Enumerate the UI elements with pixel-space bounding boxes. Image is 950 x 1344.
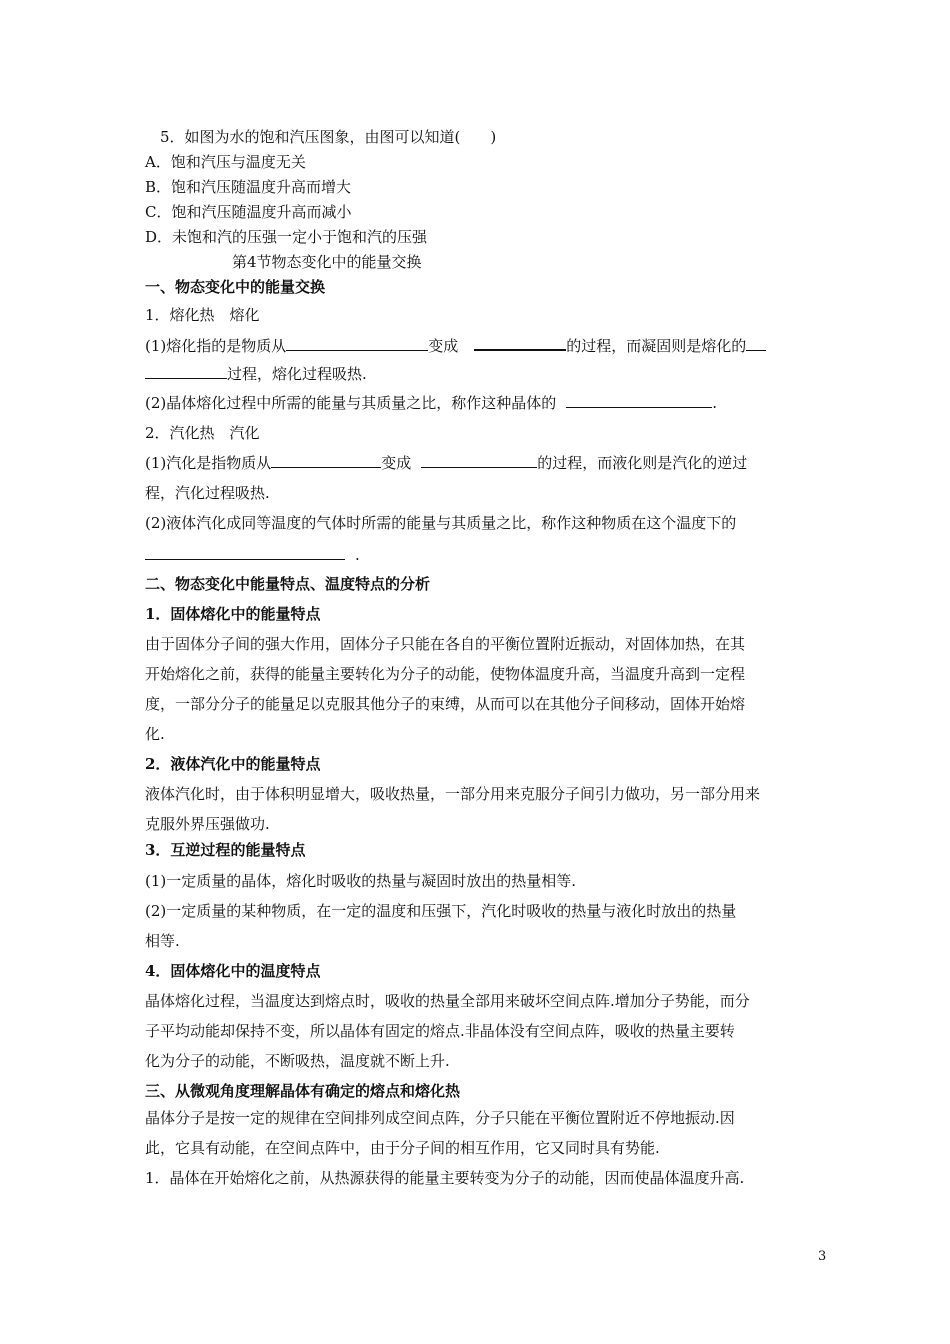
part2-p4-line: 化为分子的动能，不断吸热，温度就不断上升. (145, 1052, 450, 1070)
part1-line4 (145, 453, 747, 473)
text-fragment: (2)晶体熔化过程中所需的能量与其质量之比，称作这种晶体的 (145, 394, 557, 412)
question-5-option-c: C．饱和汽压随温度升高而减小 (145, 203, 352, 221)
part2-p2-line: 液体汽化时，由于体积明显增大，吸收热量，一部分用来克服分子间引力做功，另一部分用来 (145, 785, 761, 803)
part2-p1-line: 化. (145, 725, 165, 743)
part2-heading: 二、物态变化中能量特点、温度特点的分析 (145, 575, 431, 593)
part2-p3-line: (2)一定质量的某种物质，在一定的温度和压强下，汽化时吸收的热量与液化时放出的热量 (145, 902, 737, 920)
fill-blank[interactable] (421, 453, 537, 468)
part2-p4-line: 晶体熔化过程，当温度达到熔点时，吸收的热量全部用来破坏空间点阵.增加分子势能，而分 (145, 992, 750, 1010)
part2-p4-line: 子平均动能却保持不变，所以晶体有固定的熔点.非晶体没有空间点阵，吸收的热量主要转 (145, 1022, 735, 1040)
part2-h4: 4．固体熔化中的温度特点 (145, 962, 321, 980)
question-5-option-b: B．饱和汽压随温度升高而增大 (145, 178, 352, 196)
part1-line1 (145, 335, 766, 356)
question-5-option-d: D．未饱和汽的压强一定小于饱和汽的压强 (145, 228, 428, 246)
fill-blank[interactable] (145, 364, 227, 379)
part3-p-line: 晶体分子是按一定的规律在空间排列成空间点阵，分子只能在平衡位置附近不停地振动.因 (145, 1109, 735, 1127)
part1-line5: 程，汽化过程吸热. (145, 484, 270, 502)
part2-p3-line: (1)一定质量的晶体，熔化时吸收的热量与凝固时放出的热量相等. (145, 872, 577, 890)
part1-sub2: 2．汽化热 汽化 (145, 424, 260, 442)
fill-blank[interactable] (286, 336, 428, 351)
fill-blank[interactable] (145, 545, 345, 560)
part1-sub1: 1．熔化热 熔化 (145, 306, 260, 324)
part3-heading: 三、从微观角度理解晶体有确定的熔点和熔化热 (145, 1082, 461, 1100)
part1-line6: (2)液体汽化成同等温度的气体时所需的能量与其质量之比，称作这种物质在这个温度下的 (145, 514, 737, 532)
part1-line7 (145, 545, 360, 565)
part2-p2-line: 克服外界压强做功. (145, 815, 270, 833)
part2-h3: 3．互逆过程的能量特点 (145, 841, 306, 859)
part1-line3 (145, 393, 717, 413)
part2-p1-line: 度，一部分分子的能量足以克服其他分子的束缚，从而可以在其他分子间移动，固体开始熔 (145, 695, 746, 713)
part2-p1-line: 开始熔化之前，获得的能量主要转化为分子的动能，使物体温度升高，当温度升高到一定程 (145, 665, 746, 683)
fill-blank[interactable] (746, 336, 766, 351)
section-title: 第4节物态变化中的能量交换 (232, 253, 422, 271)
text-fragment: 变成 (381, 454, 412, 472)
text-fragment: (1)汽化是指物质从 (145, 454, 272, 472)
question-5-option-a: A．饱和汽压与温度无关 (145, 153, 306, 171)
text-fragment: 过程，熔化过程吸热. (227, 365, 367, 383)
text-fragment: . (355, 546, 360, 564)
part1-line2 (145, 364, 367, 384)
text-fragment: 的过程，而凝固则是熔化的 (566, 337, 747, 355)
part2-p1-line: 由于固体分子间的强大作用，固体分子只能在各自的平衡位置附近振动，对固体加热，在其 (145, 635, 746, 653)
part2-h1: 1．固体熔化中的能量特点 (145, 605, 321, 623)
text-fragment: . (712, 394, 718, 412)
part2-h2: 2．液体汽化中的能量特点 (145, 755, 321, 773)
question-5-stem: 5．如图为水的饱和汽压图象，由图可以知道( ) (160, 128, 497, 146)
fill-blank[interactable] (474, 335, 566, 351)
part2-p3-line: 相等. (145, 932, 180, 950)
text-fragment: 变成 (428, 337, 459, 355)
fill-blank[interactable] (566, 393, 712, 408)
part3-p-line: 1．晶体在开始熔化之前，从热源获得的能量主要转变为分子的动能，因而使晶体温度升高. (145, 1169, 745, 1187)
fill-blank[interactable] (271, 453, 381, 468)
text-fragment: 的过程，而液化则是汽化的逆过 (537, 454, 748, 472)
part1-heading: 一、物态变化中的能量交换 (145, 278, 326, 296)
text-fragment: (1)熔化指的是物质从 (145, 337, 287, 355)
page-number: 3 (818, 1249, 827, 1264)
part3-p-line: 此，它具有动能，在空间点阵中，由于分子间的相互作用，它又同时具有势能. (145, 1139, 660, 1157)
